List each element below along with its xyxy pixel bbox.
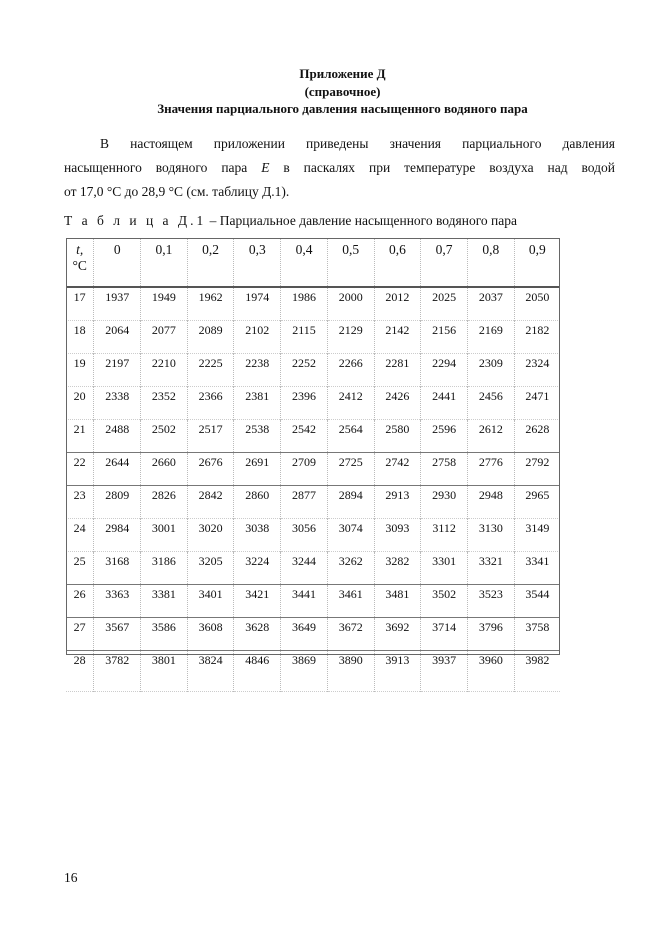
pressure-cell: 2809 [94,486,141,519]
pressure-cell: 2725 [327,453,374,486]
pressure-cell: 2502 [141,420,188,453]
pressure-cell: 3038 [234,519,281,552]
pressure-table [66,238,560,692]
pressure-cell: 3796 [467,618,514,651]
pressure-cell: 2580 [374,420,421,453]
row-temperature: 20 [73,389,86,403]
appendix-kind: (справочное) [304,84,381,99]
pressure-cell: 2913 [374,486,421,519]
pressure-cell: 3093 [374,519,421,552]
header-col: 0 [94,238,141,287]
pressure-cell: 3608 [187,618,234,651]
table-row [66,486,560,519]
pressure-cell: 2102 [234,321,281,354]
pressure-cell: 3130 [467,519,514,552]
pressure-cell: 3567 [94,618,141,651]
pressure-cell: 3523 [467,585,514,618]
pressure-cell: 1962 [187,287,234,321]
row-temperature: 19 [73,356,86,370]
pressure-cell: 3937 [421,651,468,692]
pressure-cell: 2050 [514,287,560,321]
row-temperature: 17 [73,290,86,304]
pressure-cell: 3441 [281,585,328,618]
pressure-cell: 3282 [374,552,421,585]
pressure-cell: 2309 [467,354,514,387]
table-body [66,287,560,692]
pressure-cell: 1949 [141,287,188,321]
pressure-cell: 2691 [234,453,281,486]
pressure-cell: 2115 [281,321,328,354]
table-row [66,387,560,420]
pressure-cell: 2064 [94,321,141,354]
table-header-row [66,238,560,287]
table-row [66,321,560,354]
header-col: 0,8 [467,238,514,287]
pressure-cell: 2324 [514,354,560,387]
pressure-cell: 3758 [514,618,560,651]
pressure-cell: 3502 [421,585,468,618]
variable-e: E [261,160,270,175]
pressure-cell: 3782 [94,651,141,692]
header-col: 0,7 [421,238,468,287]
pressure-cell: 2965 [514,486,560,519]
pressure-cell: 2877 [281,486,328,519]
pressure-cell: 3149 [514,519,560,552]
pressure-cell: 3205 [187,552,234,585]
appendix-heading: Приложение Д [299,66,386,81]
pressure-cell: 3672 [327,618,374,651]
pressure-cell: 2142 [374,321,421,354]
pressure-cell: 3056 [281,519,328,552]
row-temperature: 22 [73,455,86,469]
pressure-cell: 2564 [327,420,374,453]
pressure-cell: 3461 [327,585,374,618]
pressure-cell: 2000 [327,287,374,321]
pressure-cell: 3401 [187,585,234,618]
pressure-cell: 2742 [374,453,421,486]
pressure-cell: 2025 [421,287,468,321]
pressure-cell: 3481 [374,585,421,618]
pressure-cell: 3890 [327,651,374,692]
pressure-cell: 2077 [141,321,188,354]
table-row [66,420,560,453]
header-col: 0,1 [141,238,188,287]
pressure-cell: 2456 [467,387,514,420]
pressure-cell: 3321 [467,552,514,585]
pressure-cell: 3244 [281,552,328,585]
intro-line-2-start: насыщенного водяного пара [64,160,262,175]
row-temperature: 21 [73,422,86,436]
pressure-cell: 2948 [467,486,514,519]
header-col: 0,9 [514,238,560,287]
pressure-cell: 3714 [421,618,468,651]
pressure-cell: 3074 [327,519,374,552]
pressure-cell: 3112 [421,519,468,552]
pressure-cell: 2644 [94,453,141,486]
pressure-cell: 2366 [187,387,234,420]
pressure-cell: 2012 [374,287,421,321]
header-temperature [66,238,94,287]
table-row [66,552,560,585]
pressure-cell: 2225 [187,354,234,387]
pressure-cell: 2792 [514,453,560,486]
pressure-cell: 3982 [514,651,560,692]
pressure-cell: 2542 [281,420,328,453]
pressure-cell: 2776 [467,453,514,486]
pressure-cell: 3869 [281,651,328,692]
pressure-cell: 2338 [94,387,141,420]
pressure-cell: 2252 [281,354,328,387]
table-caption [64,213,517,229]
pressure-cell: 2709 [281,453,328,486]
pressure-cell: 4846 [234,651,281,692]
pressure-cell: 2596 [421,420,468,453]
pressure-cell: 2396 [281,387,328,420]
pressure-cell: 3649 [281,618,328,651]
pressure-cell: 2628 [514,420,560,453]
page-number: 16 [64,870,78,885]
pressure-cell: 2037 [467,287,514,321]
pressure-cell: 3913 [374,651,421,692]
pressure-cell: 2471 [514,387,560,420]
header-col: 0,4 [281,238,328,287]
pressure-cell: 2129 [327,321,374,354]
table-row [66,519,560,552]
pressure-cell: 2210 [141,354,188,387]
header-col: 0,2 [187,238,234,287]
pressure-cell: 2538 [234,420,281,453]
pressure-cell: 2441 [421,387,468,420]
pressure-cell: 2197 [94,354,141,387]
pressure-cell: 2426 [374,387,421,420]
table-caption-text: – Парциальное давление насыщенного водяного пара [206,213,517,228]
pressure-cell: 2488 [94,420,141,453]
pressure-cell: 3168 [94,552,141,585]
pressure-cell: 1986 [281,287,328,321]
pressure-cell: 2842 [187,486,234,519]
pressure-cell: 2281 [374,354,421,387]
pressure-cell: 3262 [327,552,374,585]
pressure-cell: 2517 [187,420,234,453]
pressure-cell: 1974 [234,287,281,321]
pressure-cell: 3224 [234,552,281,585]
pressure-cell: 1937 [94,287,141,321]
pressure-cell: 3341 [514,552,560,585]
header-col: 0,5 [327,238,374,287]
row-temperature: 26 [73,587,86,601]
intro-line-3: от 17,0 °С до 28,9 °С (см. таблицу Д.1). [64,184,290,199]
pressure-cell: 2381 [234,387,281,420]
pressure-cell: 2169 [467,321,514,354]
table-caption-prefix: Т а б л и ц а Д.1 [64,213,207,228]
pressure-cell: 3381 [141,585,188,618]
intro-line-1: В настоящем приложении приведены значения парциального давления [100,136,615,151]
pressure-cell: 3824 [187,651,234,692]
header-col: 0,6 [374,238,421,287]
intro-line-2-end: в паскалях при температуре воздуха над водой [269,160,616,175]
pressure-cell: 3020 [187,519,234,552]
pressure-cell: 3628 [234,618,281,651]
pressure-cell: 2156 [421,321,468,354]
intro-line-2 [64,156,615,180]
pressure-cell: 2894 [327,486,374,519]
pressure-cell: 3186 [141,552,188,585]
header-col: 0,3 [234,238,281,287]
row-temperature: 24 [73,521,86,535]
pressure-cell: 2826 [141,486,188,519]
table-row [66,651,560,692]
pressure-cell: 3363 [94,585,141,618]
header-unit: °С [72,258,87,273]
row-temperature: 25 [73,554,86,568]
table-row [66,354,560,387]
table-row [66,585,560,618]
pressure-cell: 3586 [141,618,188,651]
row-temperature: 18 [73,323,86,337]
pressure-cell: 3421 [234,585,281,618]
table-row [66,618,560,651]
pressure-cell: 3301 [421,552,468,585]
pressure-cell: 2930 [421,486,468,519]
pressure-cell: 2860 [234,486,281,519]
pressure-cell: 2352 [141,387,188,420]
pressure-cell: 2660 [141,453,188,486]
pressure-cell: 3801 [141,651,188,692]
table-row [66,287,560,321]
pressure-cell: 3692 [374,618,421,651]
pressure-cell: 3544 [514,585,560,618]
row-temperature: 23 [73,488,86,502]
pressure-cell: 2182 [514,321,560,354]
header-t-symbol: t, [76,242,84,257]
pressure-cell: 2266 [327,354,374,387]
pressure-cell: 2984 [94,519,141,552]
table-row [66,453,560,486]
row-temperature: 27 [73,620,86,634]
pressure-cell: 2089 [187,321,234,354]
pressure-cell: 2612 [467,420,514,453]
pressure-cell: 2238 [234,354,281,387]
row-temperature: 28 [73,653,86,667]
pressure-cell: 3001 [141,519,188,552]
appendix-title: Значения парциального давления насыщенного водяного пара [157,101,528,116]
pressure-cell: 2294 [421,354,468,387]
pressure-cell: 3960 [467,651,514,692]
pressure-cell: 2412 [327,387,374,420]
pressure-cell: 2676 [187,453,234,486]
pressure-cell: 2758 [421,453,468,486]
